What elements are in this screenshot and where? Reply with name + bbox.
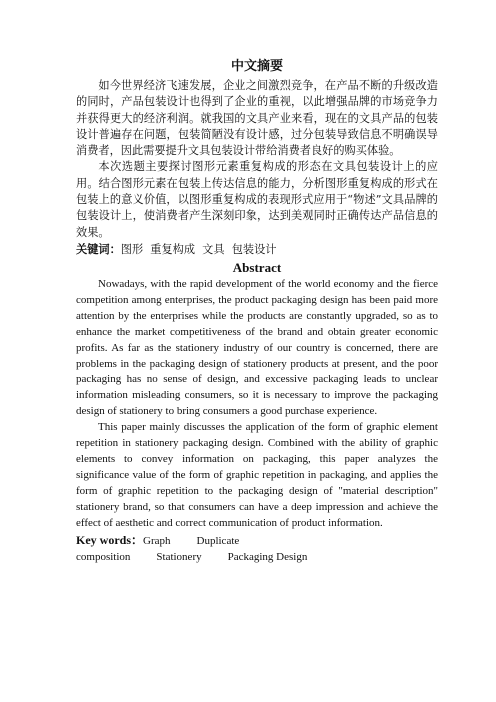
english-keyword: Packaging Design [227,551,308,564]
english-abstract-paragraph-2: This paper mainly discusses the application of the form of graphic element repetition in stationery packaging design. Combined with the ability of graphic elements to convey information on packaging, this paper analyzes the significance value of the form of graphic repetition in packaging, and applies the form of graphic repetition to the packaging design of "material description" stationery brand, so that consumers can have a deep impression and achieve the effect of aesthetic and correct communication of product information. [76,421,438,529]
chinese-keyword: 文具 [202,242,225,256]
english-abstract-title: Abstract [232,259,282,275]
english-keyword: Graph [143,535,171,548]
chinese-keyword: 包装设计 [231,242,277,256]
english-keywords-label: Key words： [76,533,143,548]
chinese-abstract-paragraph-1: 如今世界经济飞速发展，企业之间激烈竞争，在产品不断的升级改造的同时，产品包装设计也得到了企业的重视，以此增强品牌的市场竞争力并获得更大的经济利润。就我国的文具产业来看，现在的文具产品的包装设计普遍存在问题，包装简陋没有设计感，过分包装导致信息不明确误导消费者，因此需要提升文具包装设计带给消费者良好的购买体验。 [76,79,438,158]
chinese-abstract-paragraph-2: 本次选题主要探讨图形元素重复构成的形态在文具包装设计上的应用。结合图形元素在包装上传达信息的能力，分析图形重复构成的形式在包装上的意义价值，以图形重复构成的表现形式应用于“物述”文具品牌的包装设计上，使消费者产生深刻印象，达到美观同时正确传达产品信息的效果。 [76,160,438,239]
abstract-content [76,58,438,565]
english-keyword: Stationery [156,551,202,564]
english-keyword: Duplicate composition [76,535,240,564]
english-keywords [76,532,438,565]
chinese-keywords-label: 关键词： [76,241,121,256]
english-abstract-paragraph-1: Nowadays, with the rapid development of the world economy and the fierce competition among enterprises, the product packaging design has been paid more attention by the enterprises while the products are constantly upgraded, so as to enhance the market competitiveness of the brand and obtain greater economic profits. As far as the stationery industry of our country is concerned, there are problems in the packaging design of stationery products at present, and the poor packaging has no sense of design, and excessive packaging leads to unclear information misleading consumers, so it is necessary to improve the packaging design of stationery to bring consumers a good purchase experience. [76,277,438,418]
chinese-keyword: 图形 [120,242,144,256]
chinese-keywords [76,241,438,258]
chinese-keyword: 重复构成 [150,242,196,256]
chinese-abstract-title: 中文摘要 [230,59,283,74]
